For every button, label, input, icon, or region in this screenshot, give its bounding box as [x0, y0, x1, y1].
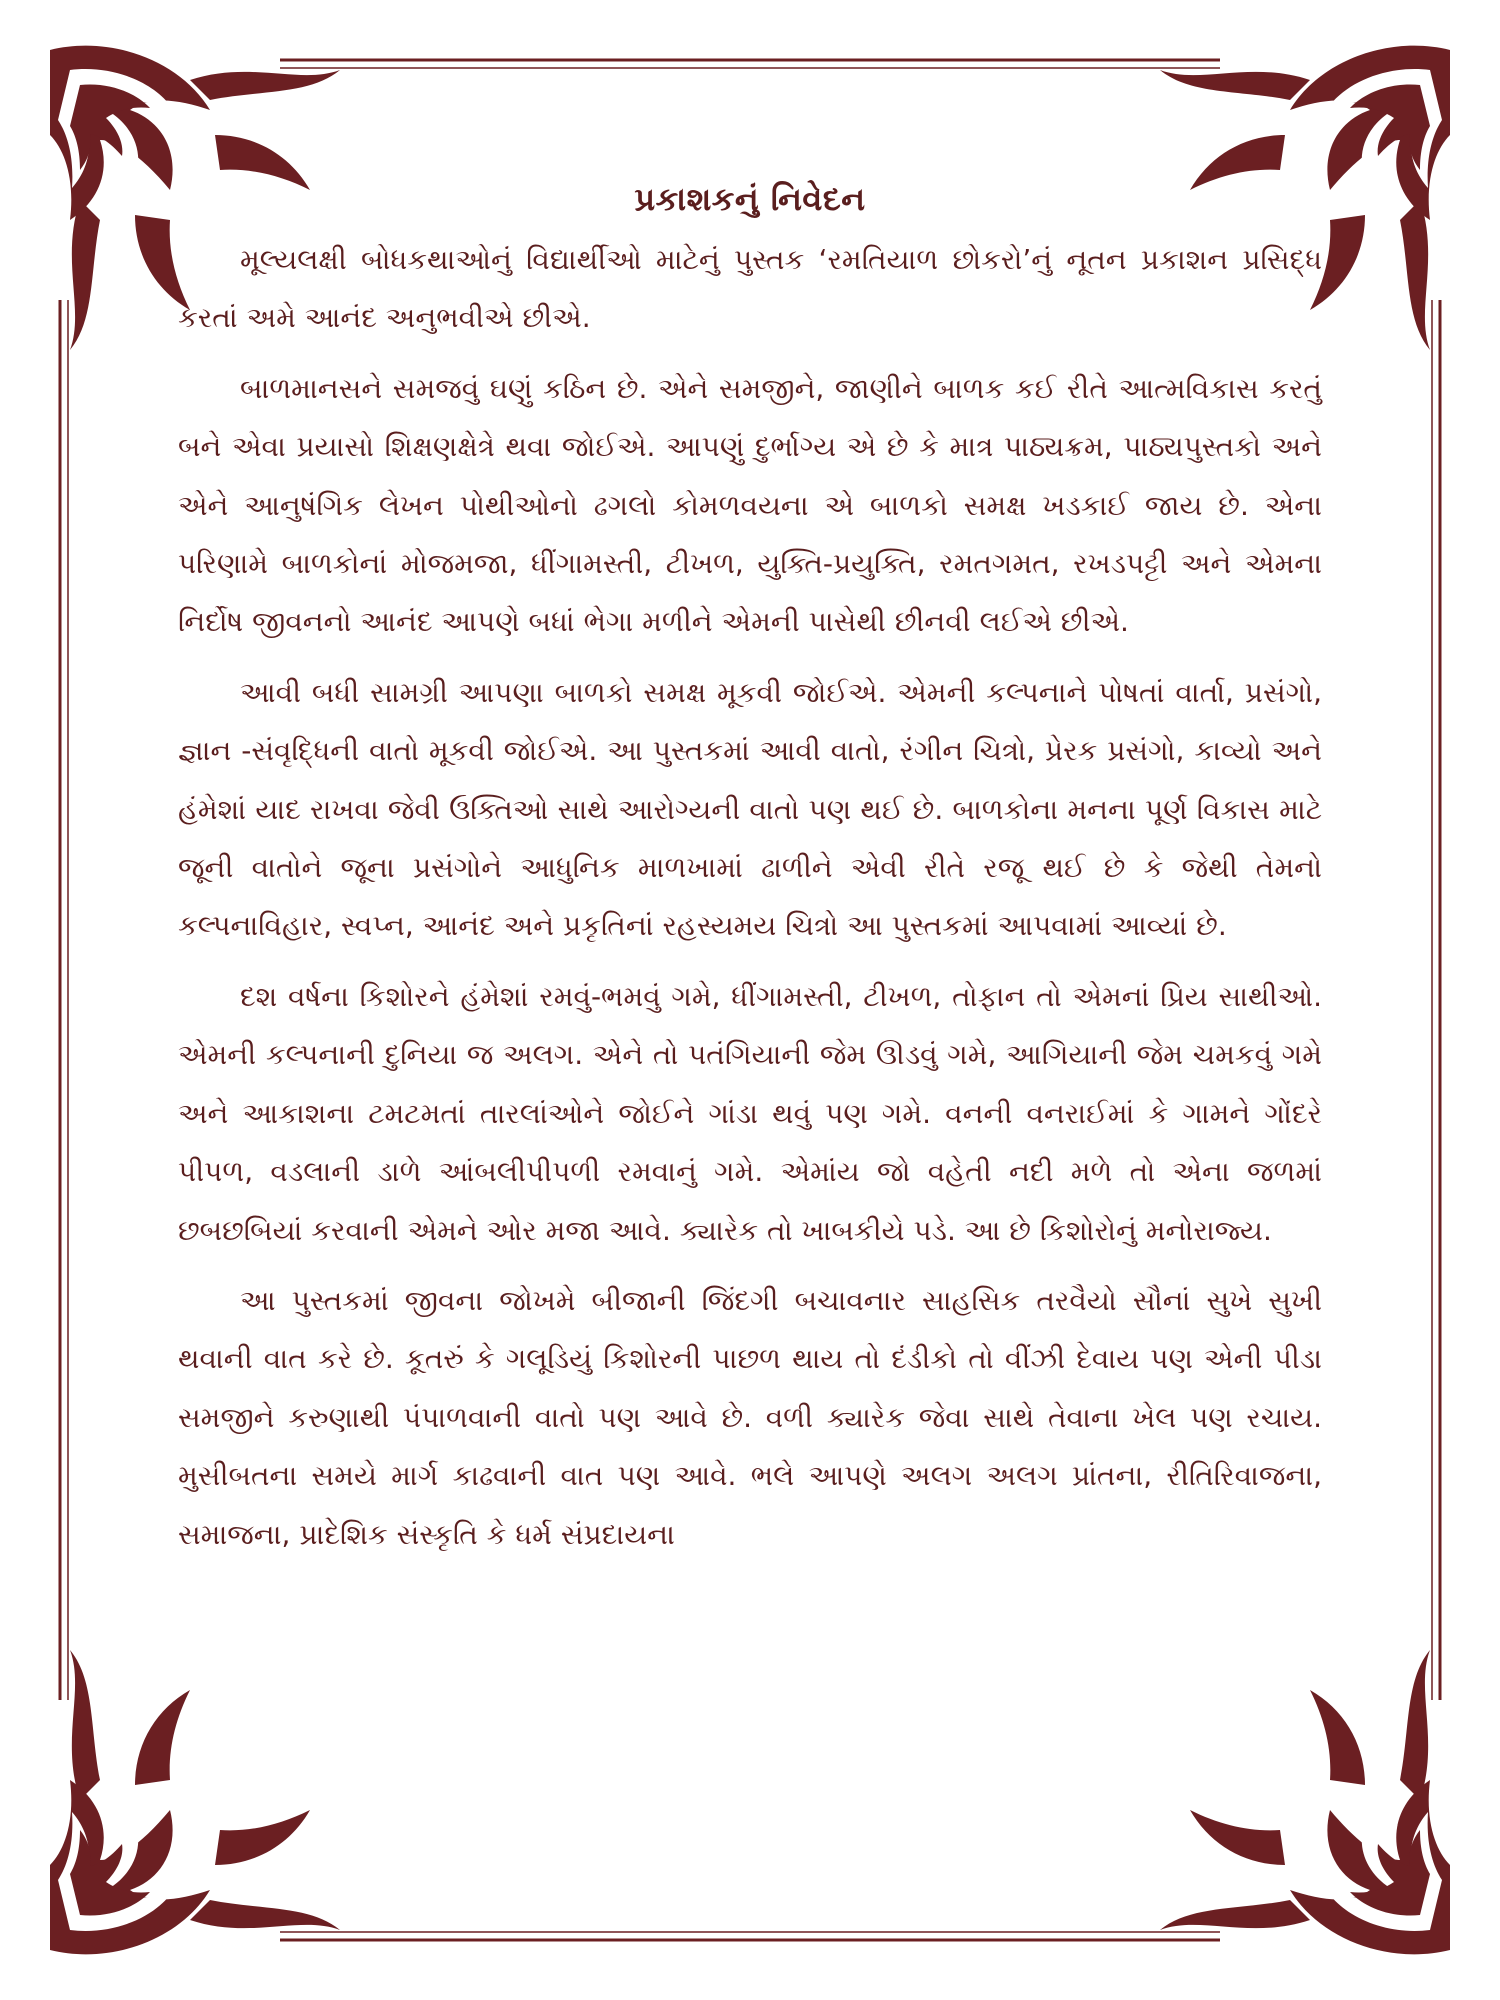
paragraph: આ પુસ્તકમાં જીવના જોખમે બીજાની જિંદગી બચાવનાર સાહસિક તરવૈયો સૌનાં સુખે સુખી થવાની વાત કરે છે. કૂતરું કે ગલૂડિયું કિશોરની પાછળ થાય તો દંડીકો તો વીંઝી દેવાય પણ એની પીડા સમજીને કરુણાથી પંપાળવાની વાતો પણ આવે છે. વળી ક્યારેક જેવા સાથે તેવાના ખેલ પણ રચાય. મુસીબતના સમયે માર્ગ કાઢવાની વાત પણ આવે. ભલે આપણે અલગ અલગ પ્રાંતના, રીતિરિવાજના, સમાજના, પ્રાદેશિક સંસ્કૃતિ કે ધર્મ સંપ્રદાયના — [178, 1283, 1322, 1551]
corner-ornament-bottom-left — [50, 1650, 340, 1954]
corner-ornament-bottom-right — [1160, 1650, 1450, 1954]
document-body — [178, 180, 1322, 1576]
paragraph: બાળમાનસને સમજવું ઘણું કઠિન છે. એને સમજીને, જાણીને બાળક કઈ રીતે આત્મવિકાસ કરતું બને એવા પ્રયાસો શિક્ષણક્ષેત્રે થવા જોઈએ. આપણું દુર્ભાગ્ય એ છે કે માત્ર પાઠ્યક્રમ, પાઠ્યપુસ્તકો અને એને આનુષંગિક લેખન પોથીઓનો ઢગલો કોમળવયના એ બાળકો સમક્ષ ખડકાઈ જાય છે. એના પરિણામે બાળકોનાં મોજમજા, ધીંગામસ્તી, ટીખળ, યુક્તિ-પ્રયુક્તિ, રમતગમત, રખડપટ્ટી અને એમના નિર્દોષ જીવનનો આનંદ આપણે બધાં ભેગા મળીને એમની પાસેથી છીનવી લઈએ છીએ. — [178, 371, 1322, 639]
paragraph: આવી બધી સામગ્રી આપણા બાળકો સમક્ષ મૂકવી જોઈએ. એમની કલ્પનાને પોષતાં વાર્તા, પ્રસંગો, જ્ઞાન -સંવૃદ્ધિની વાતો મૂકવી જોઈએ. આ પુસ્તકમાં આવી વાતો, રંગીન ચિત્રો, પ્રેરક પ્રસંગો, કાવ્યો અને હંમેશાં યાદ રાખવા જેવી ઉક્તિઓ સાથે આરોગ્યની વાતો પણ થઈ છે. બાળકોના મનના પૂર્ણ વિકાસ માટે જૂની વાતોને જૂના પ્રસંગોને આધુનિક માળખામાં ઢાળીને એવી રીતે રજૂ થઈ છે કે જેથી તેમનો કલ્પનાવિહાર, સ્વપ્ન, આનંદ અને પ્રકૃતિનાં રહસ્યમય ચિત્રો આ પુસ્તકમાં આપવામાં આવ્યાં છે. — [178, 675, 1322, 943]
paragraph: દશ વર્ષના કિશોરને હંમેશાં રમવું-ભમવું ગમે, ધીંગામસ્તી, ટીખળ, તોફાન તો એમનાં પ્રિય સાથીઓ. એમની કલ્પનાની દુનિયા જ અલગ. એને તો પતંગિયાની જેમ ઊડવું ગમે, આગિયાની જેમ ચમકવું ગમે અને આકાશના ટમટમતાં તારલાંઓને જોઈને ગાંડા થવું પણ ગમે. વનની વનરાઈમાં કે ગામને ગોંદરે પીપળ, વડલાની ડાળે આંબલીપીપળી રમવાનું ગમે. એમાંય જો વહેતી નદી મળે તો એના જળમાં છબછબિયાં કરવાની એમને ઓર મજા આવે. ક્યારેક તો ખાબકીયે પડે. આ છે કિશોરોનું મનોરાજ્ય. — [178, 979, 1322, 1247]
paragraph: મૂલ્યલક્ષી બોધકથાઓનું વિદ્યાર્થીઓ માટેનું પુસ્તક ‘રમતિયાળ છોકરો’નું નૂતન પ્રકાશન પ્રસિદ્ધ કરતાં અમે આનંદ અનુભવીએ છીએ. — [178, 243, 1322, 335]
document-title: પ્રકાશકનું નિવેદન — [634, 180, 866, 218]
